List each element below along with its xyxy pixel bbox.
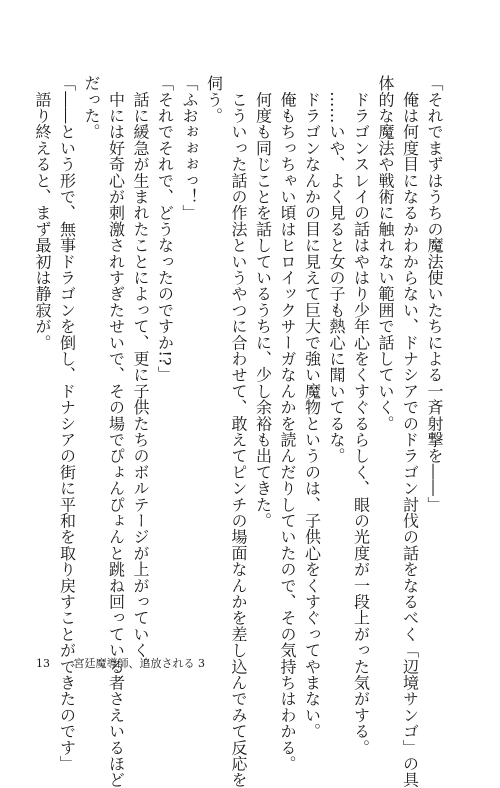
body-line: 体的な魔法や戦術に触れない範囲で話していく。	[376, 75, 395, 432]
body-line: 伺う。	[204, 75, 224, 124]
body-line: 語り終えると、まず最初は静寂が。	[33, 75, 52, 351]
body-line: 俺は何度目になるかわからない、ドナシアでのドラゴン討伐の話をなるべく「辺境サンゴ」の具	[400, 75, 420, 788]
running-title: 宮廷魔導師、追放される 3	[73, 657, 205, 670]
body-line: 俺もちっちゃい頃はヒロイックサーガなんかを読んだりしていたので、その気持ちはわかる。	[278, 75, 297, 772]
page-number: 13	[36, 657, 50, 670]
body-line: 「ふおぉぉぉっ！」	[180, 75, 199, 221]
body-line: 何度も同じことを話しているうちに、少し余裕も出てきた。	[253, 75, 273, 529]
body-line: こういった話の作法というやつに合わせて、敢えてピンチの場面なんかを差し込んでみて反応を	[229, 75, 248, 788]
page-footer	[36, 655, 205, 671]
body-line: だった。	[82, 75, 101, 140]
body-line: 話に緩急が生まれたことによって、更に子供たちのボルテージが上がっていく。	[131, 75, 150, 675]
body-line: 「それでまずはうちの魔法使いたちによる一斉射撃を――」	[425, 75, 444, 513]
body-line: 中には好奇心が刺激されすぎたせいで、その場でぴょんぴょんと跳ね回っている者さえいるほど	[106, 75, 126, 788]
body-line: ドラゴンなんかの目に見えて巨大で強い魔物というのは、子供心をくすぐってやまない。	[302, 75, 322, 740]
body-line: 「それでそれで、どうなったのですか!?」	[155, 75, 175, 383]
body-line: ドラゴンスレイの話はやはり少年心をくすぐるらしく、眼の光度が一段上がった気がする。	[351, 75, 371, 756]
body-line: ……いや、よく見ると女の子も熱心に聞いてるな。	[327, 75, 346, 464]
body-line: 「――という形で、無事ドラゴンを倒し、ドナシアの街に平和を取り戻すことができたのです」	[57, 75, 77, 772]
